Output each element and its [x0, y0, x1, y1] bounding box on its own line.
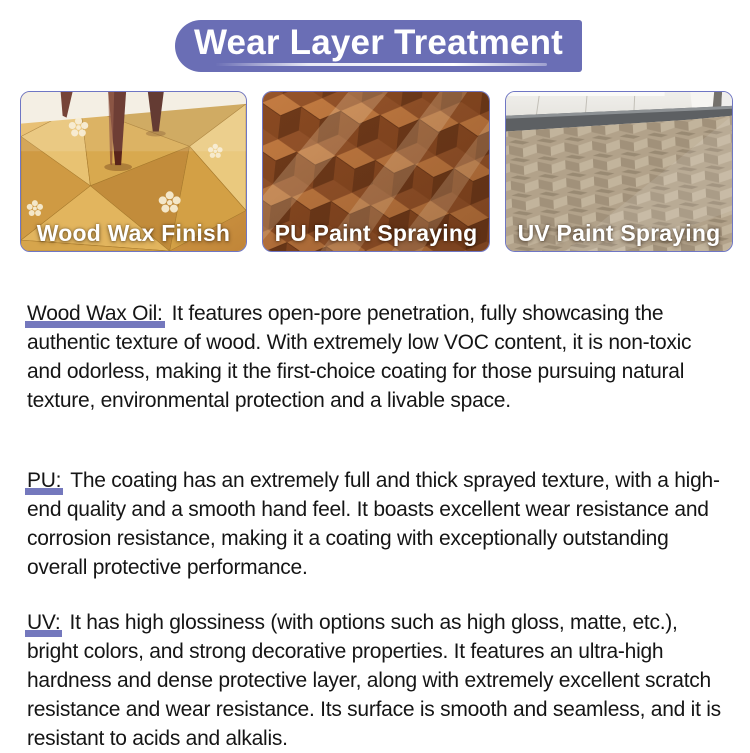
- photo-caption: Wood Wax Finish: [36, 220, 231, 246]
- photo-card-uv-paint: [505, 91, 733, 252]
- photo-card-pu-paint: [262, 91, 490, 252]
- photo-card-wood-wax: [20, 91, 247, 252]
- title-underline: [215, 63, 547, 66]
- photo-caption: UV Paint Spraying: [517, 220, 721, 246]
- page-title: Wear Layer Treatment: [193, 23, 564, 62]
- section-text: The coating has an extremely full and thick sprayed texture, with a high-end quality and a smooth hand feel. It boasts excellent wear resistance and corrosion resistance, making it a coating with exceptionally outstanding overall protective performance.: [27, 469, 720, 579]
- section-uv: [27, 608, 731, 753]
- section-label: PU:: [25, 466, 63, 495]
- section-pu: [27, 466, 731, 582]
- section-text: It has high glossiness (with options such as high gloss, matte, etc.), bright colors, and strong decorative properties. It features an ultra-high hardness and dense protective layer, along with extremely excellent scratch resistance and wear resistance. Its surface is smooth and seamless, and it is resistant to acids and alkalis.: [27, 611, 721, 750]
- section-text: It features open-pore penetration, fully showcasing the authentic texture of wood. With extremely low VOC content, it is non-toxic and odorless, making it the first-choice coating for those pursuing natural texture, environmental protection and a livable space.: [27, 302, 692, 412]
- photo-caption: PU Paint Spraying: [274, 220, 478, 246]
- section-label: UV:: [25, 608, 62, 637]
- section-wood-wax-oil: [27, 299, 731, 415]
- section-label: Wood Wax Oil:: [25, 299, 165, 328]
- header-banner: [175, 20, 582, 72]
